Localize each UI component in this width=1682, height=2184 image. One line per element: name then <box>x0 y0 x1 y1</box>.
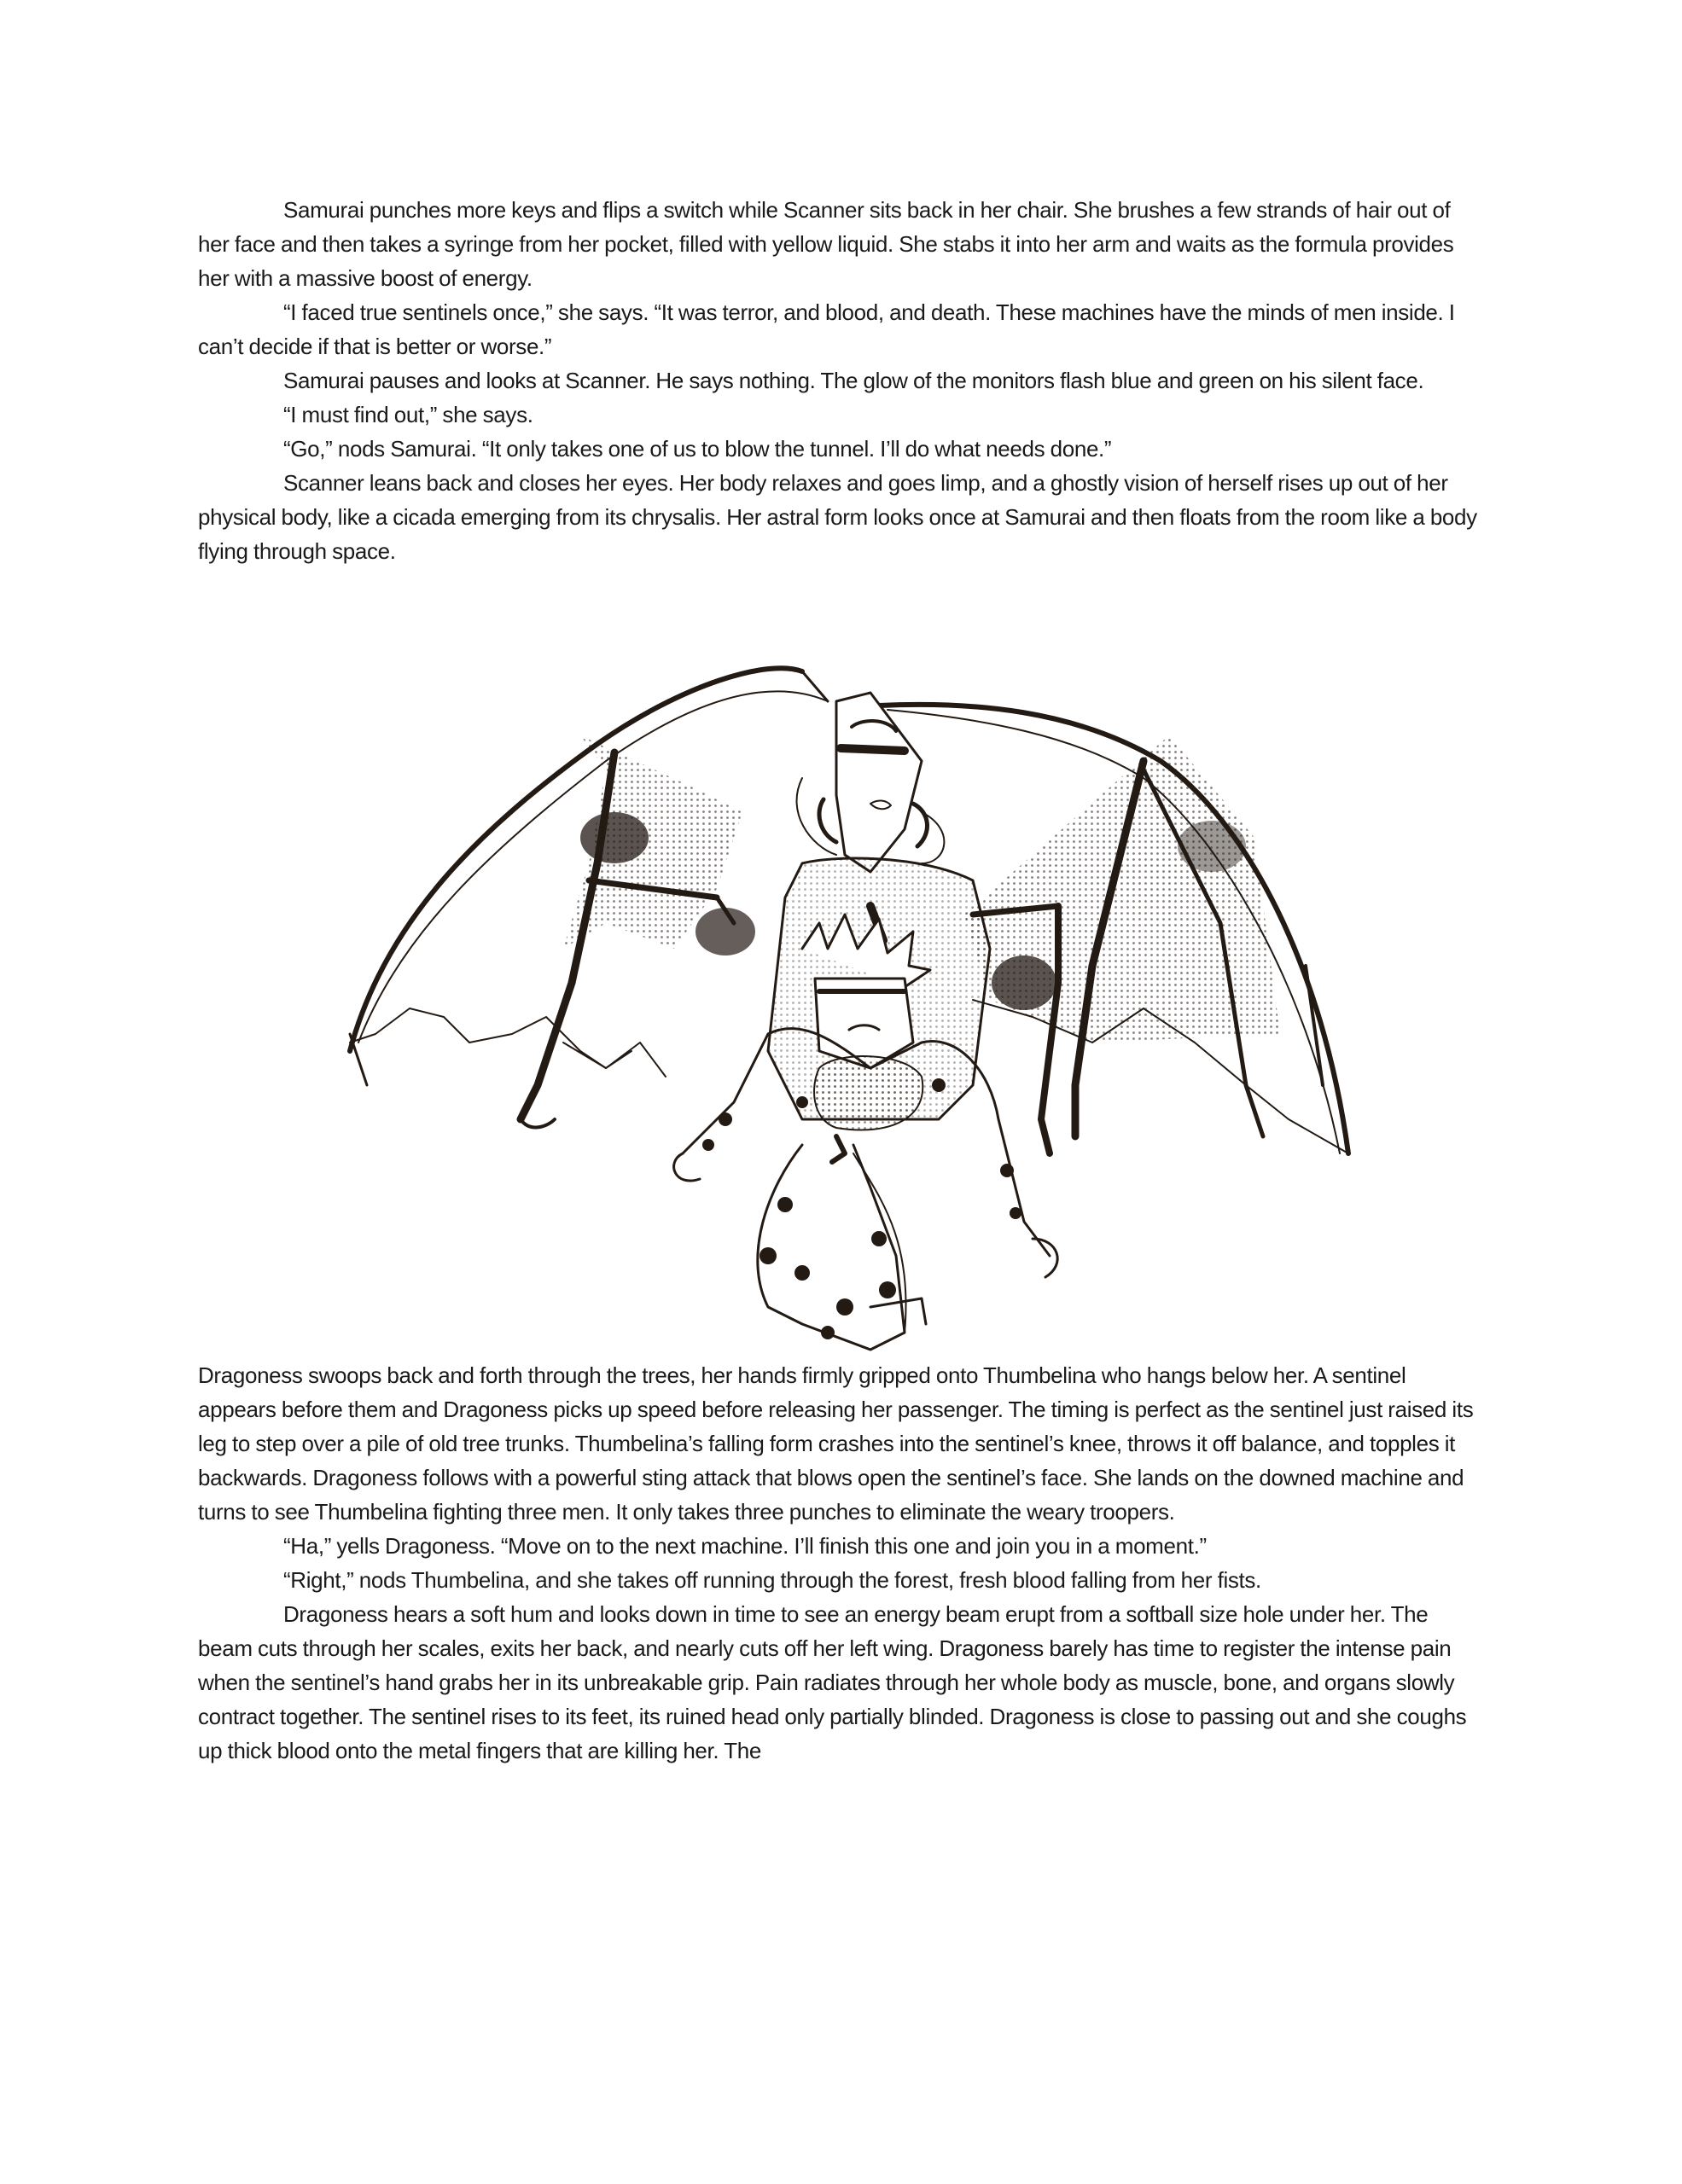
paragraph: “I must find out,” she says. <box>283 402 533 427</box>
paragraph: Dragoness swoops back and forth through the trees, her hands firmly gripped onto Thumbelina who hangs below her. A sentinel appears before them and Dragoness picks up speed before releasing her passenger. The timing is perfect as the sentinel just raised its leg to step over a pile of old tree trunks. Thumbelina’s falling form crashes into the sentinel’s knee, throws it off balance, and topples it backwards. Dragoness follows with a powerful sting attack that blows open the sentinel’s face. She lands on the downed machine and turns to see Thumbelina fighting three men. It only takes three punches to eliminate the weary troopers. <box>198 1362 1474 1525</box>
paragraph: Scanner leans back and closes her eyes. Her body relaxes and goes limp, and a ghostly vision of herself rises up out of her physical body, like a cicada emerging from its chrysalis. Her astral form looks once at Samurai and then floats from the room like a body flying through space. <box>198 470 1477 564</box>
ink-illustration-winged-figure <box>324 642 1365 1367</box>
text-block-top <box>198 193 1487 568</box>
paragraph: Dragoness hears a soft hum and looks down in time to see an energy beam erupt from a softball size hole under her. The beam cuts through her scales, exits her back, and nearly cuts off her left wing. Dragoness barely has time to register the intense pain when the sentinel’s hand grabs her in its unbreakable grip. Pain radiates through her whole body as muscle, bone, and organs slowly contract together. The sentinel rises to its feet, its ruined head only partially blinded. Dragoness is close to passing out and she coughs up thick blood onto the metal fingers that are killing her. The <box>198 1601 1467 1763</box>
paragraph: Samurai punches more keys and flips a switch while Scanner sits back in her chair. She brushes a few strands of hair out of her face and then takes a syringe from her pocket, filled with yellow liquid. She stabs it into her arm and waits as the formula provides her with a massive boost of energy. <box>198 197 1454 291</box>
paragraph: “Right,” nods Thumbelina, and she takes off running through the forest, fresh blood falling from her fists. <box>283 1567 1261 1593</box>
text-block-bottom <box>198 1358 1487 1768</box>
paragraph: “Ha,” yells Dragoness. “Move on to the next machine. I’ll finish this one and join you in a moment.” <box>283 1533 1207 1559</box>
illustration-svg <box>324 642 1365 1367</box>
paragraph: Samurai pauses and looks at Scanner. He says nothing. The glow of the monitors flash blue and green on his silent face. <box>283 368 1424 393</box>
paragraph: “I faced true sentinels once,” she says. “It was terror, and blood, and death. These machines have the minds of men inside. I can’t decide if that is better or worse.” <box>198 299 1455 359</box>
paragraph: “Go,” nods Samurai. “It only takes one of us to blow the tunnel. I’ll do what needs done.” <box>283 436 1112 462</box>
